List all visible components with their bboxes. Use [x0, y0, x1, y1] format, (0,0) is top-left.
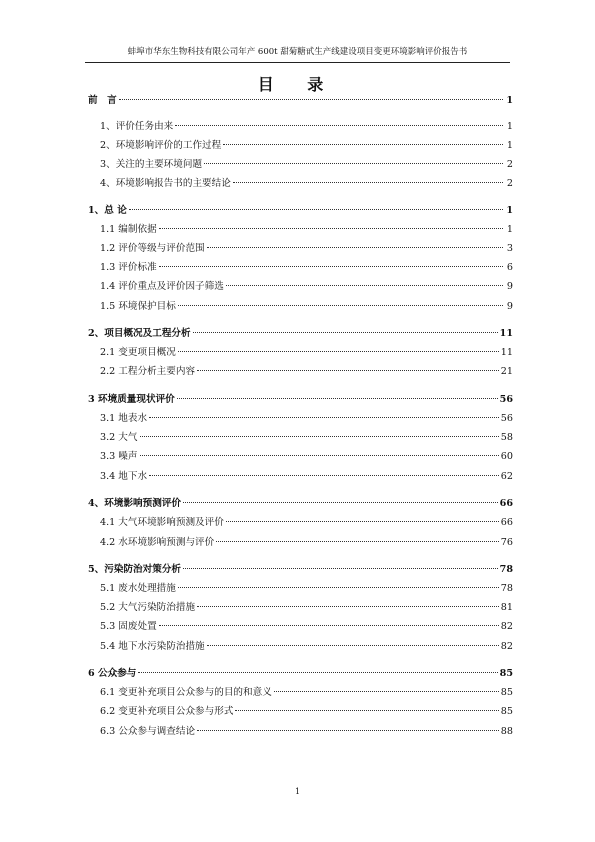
toc-entry-page: 85: [500, 687, 513, 698]
toc-entry-page: 21: [500, 366, 513, 377]
toc-entry-page: 78: [500, 583, 513, 594]
toc-section-entry[interactable]: [88, 300, 513, 314]
toc-chapter-entry[interactable]: [88, 667, 513, 681]
toc-section-entry[interactable]: [88, 601, 513, 615]
dot-leader: [183, 502, 498, 503]
toc-chapter-entry[interactable]: [88, 327, 513, 341]
toc-entry-title: 1.3 评价标准: [100, 262, 157, 273]
toc-title: 目 录: [257, 75, 338, 94]
page-number: 1: [294, 787, 301, 796]
dot-leader: [178, 587, 499, 588]
toc-entry-page: 11: [500, 347, 513, 358]
toc-entry-title: 4、环境影响预测评价: [88, 498, 182, 509]
toc-entry-page: 66: [500, 517, 513, 528]
toc-entry-page: 56: [499, 394, 513, 405]
toc-entry-title: 3.2 大气: [100, 432, 138, 443]
toc-entry-page: 82: [500, 621, 513, 632]
dot-leader: [197, 606, 499, 607]
toc-section-entry[interactable]: [88, 516, 513, 530]
dot-leader: [226, 285, 503, 286]
toc-entry-title: 1、评价任务由来: [100, 121, 174, 132]
toc-entry-title: 2、环境影响评价的工作过程: [100, 140, 222, 151]
dot-leader: [207, 645, 499, 646]
toc-section-entry[interactable]: [88, 242, 513, 256]
dot-leader: [193, 332, 498, 333]
toc-entry-title: 4、环境影响报告书的主要结论: [100, 178, 231, 189]
toc-chapter-entry[interactable]: [88, 204, 513, 218]
toc-chapter-entry[interactable]: [88, 94, 513, 108]
toc-entry-title: 2.1 变更项目概况: [100, 347, 176, 358]
dot-leader: [233, 182, 503, 183]
toc-entry-title: 3、关注的主要环境问题: [100, 159, 203, 170]
toc-entry-title: 3.3 噪声: [100, 451, 138, 462]
toc-section-entry[interactable]: [88, 346, 513, 360]
toc-entry-page: 1: [506, 205, 513, 216]
dot-leader: [197, 370, 499, 371]
dot-leader: [223, 144, 503, 145]
toc-entry-title: 4.1 大气环境影响预测及评价: [100, 517, 224, 528]
toc-entry-page: 58: [500, 432, 513, 443]
toc-section-entry[interactable]: [88, 120, 513, 134]
dot-leader: [138, 672, 497, 673]
toc-section-entry[interactable]: [88, 705, 513, 719]
toc-entry-page: 2: [506, 159, 513, 170]
toc-entry-page: 81: [500, 602, 513, 613]
toc-entry-title: 1.1 编制依据: [100, 224, 157, 235]
toc-entry-title: 1.2 评价等级与评价范围: [100, 243, 205, 254]
toc-section-entry[interactable]: [88, 686, 513, 700]
toc-entry-title: 6.1 变更补充项目公众参与的目的和意义: [100, 687, 272, 698]
toc-chapter-entry[interactable]: [88, 497, 513, 511]
header-rule: [85, 62, 510, 63]
toc-section-entry[interactable]: [88, 365, 513, 379]
toc-section-entry[interactable]: [88, 725, 513, 739]
toc-section-entry[interactable]: [88, 412, 513, 426]
toc-section-entry[interactable]: [88, 431, 513, 445]
toc-entry-page: 1: [506, 95, 513, 106]
toc-entry-page: 2: [506, 178, 513, 189]
dot-leader: [235, 710, 498, 711]
toc-section-entry[interactable]: [88, 177, 513, 191]
toc-section-entry[interactable]: [88, 620, 513, 634]
toc-section-entry[interactable]: [88, 640, 513, 654]
dot-leader: [207, 247, 503, 248]
dot-leader: [159, 228, 503, 229]
dot-leader: [159, 625, 499, 626]
toc-entry-page: 3: [506, 243, 513, 254]
toc-entry-title: 5.4 地下水污染防治措施: [100, 641, 205, 652]
toc-chapter-entry[interactable]: [88, 393, 513, 407]
toc-section-entry[interactable]: [88, 470, 513, 484]
toc-section-entry[interactable]: [88, 280, 513, 294]
toc-entry-page: 11: [499, 328, 513, 339]
toc-entry-title: 5、污染防治对策分析: [88, 564, 182, 575]
toc-entry-title: 2、项目概况及工程分析: [88, 328, 191, 339]
toc-entry-page: 85: [500, 706, 513, 717]
dot-leader: [226, 521, 499, 522]
toc-section-entry[interactable]: [88, 261, 513, 275]
toc-entry-title: 1、总 论: [88, 205, 127, 216]
toc-entry-page: 1: [506, 224, 513, 235]
dot-leader: [274, 691, 499, 692]
dot-leader: [159, 266, 503, 267]
toc-entry-page: 76: [500, 537, 513, 548]
dot-leader: [129, 209, 503, 210]
toc-entry-title: 3 环境质量现状评价: [88, 394, 175, 405]
toc-entry-title: 1.5 环境保护目标: [100, 301, 176, 312]
toc-section-entry[interactable]: [88, 158, 513, 172]
toc-section-entry[interactable]: [88, 450, 513, 464]
dot-leader: [177, 398, 498, 399]
toc-entry-page: 56: [500, 413, 513, 424]
dot-leader: [175, 125, 503, 126]
toc-section-entry[interactable]: [88, 139, 513, 153]
toc-entry-page: 78: [499, 564, 513, 575]
toc-entry-title: 3.4 地下水: [100, 471, 148, 482]
toc-entry-title: 5.2 大气污染防治措施: [100, 602, 196, 613]
toc-section-entry[interactable]: [88, 223, 513, 237]
toc-entry-page: 1: [506, 140, 513, 151]
toc-entry-title: 4.2 水环境影响预测与评价: [100, 537, 215, 548]
toc-entry-title: 1.4 评价重点及评价因子筛选: [100, 281, 224, 292]
dot-leader: [204, 163, 503, 164]
toc-entry-page: 9: [506, 301, 513, 312]
toc-entry-title: 6.3 公众参与调查结论: [100, 726, 196, 737]
toc-entry-page: 1: [506, 121, 513, 132]
dot-leader: [197, 730, 499, 731]
toc-entry-page: 66: [499, 498, 513, 509]
toc-entry-title: 6.2 变更补充项目公众参与形式: [100, 706, 234, 717]
toc-entry-page: 9: [506, 281, 513, 292]
toc-entry-title: 5.3 固废处置: [100, 621, 157, 632]
toc-entry-page: 82: [500, 641, 513, 652]
dot-leader: [216, 541, 499, 542]
dot-leader: [178, 351, 499, 352]
toc-section-entry[interactable]: [88, 536, 513, 550]
toc-entry-title: 5.1 废水处理措施: [100, 583, 176, 594]
toc-entry-title: 6 公众参与: [88, 668, 137, 679]
toc-section-entry[interactable]: [88, 582, 513, 596]
dot-leader: [149, 475, 499, 476]
toc-entry-page: 62: [500, 471, 513, 482]
running-header: 蚌埠市华东生物科技有限公司年产 600t 甜菊糖甙生产线建设项目变更环境影响评价报告书: [127, 47, 468, 57]
toc-entry-title: 3.1 地表水: [100, 413, 148, 424]
toc-entry-page: 60: [500, 451, 513, 462]
toc-entry-page: 88: [500, 726, 513, 737]
dot-leader: [149, 417, 499, 418]
dot-leader: [119, 99, 503, 100]
dot-leader: [140, 455, 499, 456]
toc-entry-page: 85: [499, 668, 513, 679]
toc-entry-title: 前 言: [88, 95, 117, 106]
dot-leader: [183, 568, 498, 569]
dot-leader: [178, 305, 503, 306]
toc-chapter-entry[interactable]: [88, 563, 513, 577]
toc-entry-page: 6: [506, 262, 513, 273]
toc-entry-title: 2.2 工程分析主要内容: [100, 366, 196, 377]
dot-leader: [140, 436, 499, 437]
